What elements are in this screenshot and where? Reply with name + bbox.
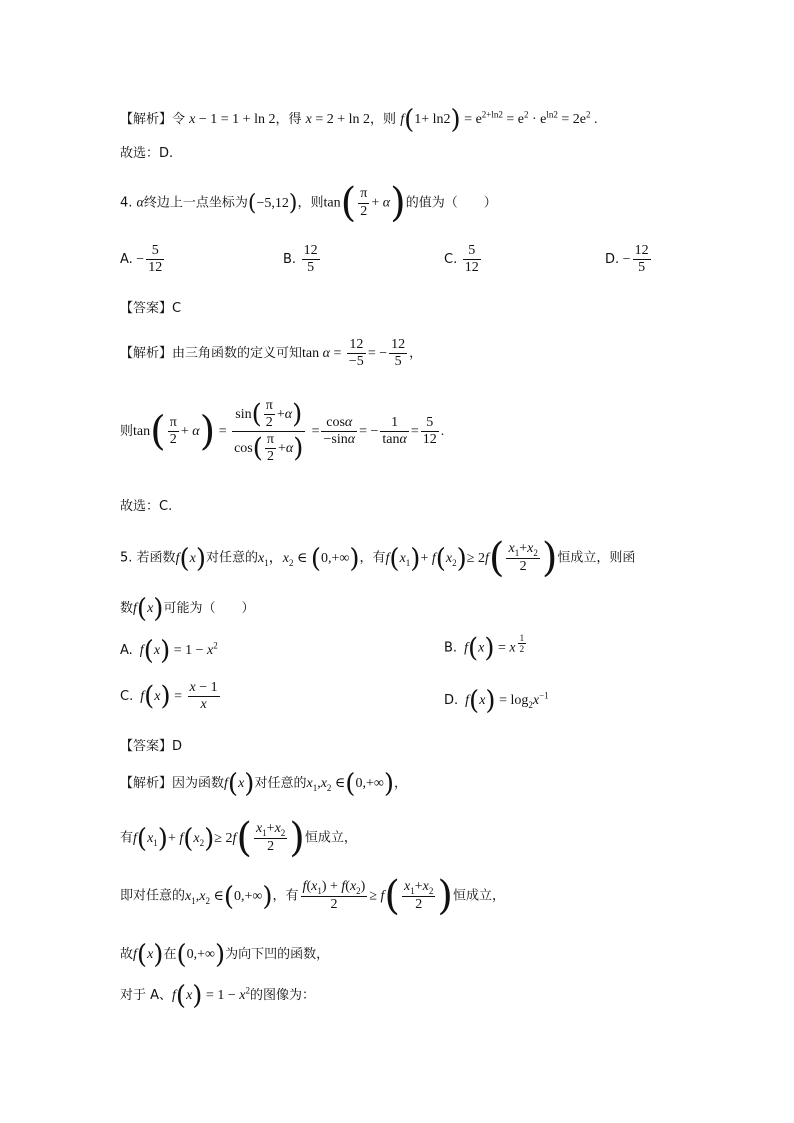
q5-option-b[interactable]: B. f(x) = x $^{\frac{1}{2}}$ [444,633,525,664]
question-4: 4. α终边上一点坐标为(−5,12)，则tan( $\frac{\pi}{2}$ + α)的值为（ ） [120,180,497,226]
question-5: 5. 若函数f(x)对任意的$x_1$，$x_2$ ∈ (0,+∞)，有$f(x_1)+ f(x_2)\ge 2f$( $\frac{x_1+x_2}{2}$ )恒成立，则函 [120,535,636,581]
q5-option-d[interactable]: D. $f(x) = \log_2x^{-1}$ [444,686,549,716]
text: 令 [172,112,186,128]
q4-option-b[interactable]: B. $\frac{12}{5}$ [283,243,318,276]
text: ，得 [275,112,302,128]
analysis-line-1: 【解析】令 x − 1 = 1 + ln 2，得 x = 2 + ln 2，则 $f(1+ \ln 2) = e^{2+ln2} = e^2 \cdot e^{ln2} = 2e^2$ . [120,105,598,135]
q5-option-a[interactable]: A. $f(x) = 1 - x^2$ [120,636,218,666]
q4-answer: 【答案】C [120,301,182,316]
q4-analysis-1: 【解析】由三角函数的定义可知tan α = $\frac{12}{-5}$ = − $\frac{12}{5}$ ， [120,337,423,370]
q5-answer: 【答案】D [120,739,183,754]
q5-analysis-2: 有$f(x_1)+ f(x_2)\ge 2f$( $\frac{x_1+x_2}{2}$ )恒成立， [120,815,357,861]
q5-analysis-1: 【解析】因为函数f(x)对任意的$x_1,x_2$ ∈(0,+∞)， [120,769,407,799]
q5-analysis-3: 即对任意的$x_1,x_2$ ∈(0,+∞)，有 $\frac{f(x_1) + f(x_2)}{2}$ ≥ f( $\frac{x_1+x_2}{2}$ )恒成立， [120,873,505,919]
analysis-label: 【解析】 [120,112,173,128]
q5-analysis-4: 故f(x)在(0,+∞)为向下凹的函数， [120,940,330,970]
choice-line: 故选：C. [120,499,173,514]
choice-line: 故选：D. [120,146,174,161]
q4-analysis-2: 则tan( $\frac{\pi}{2}$ + α) = sin( $\frac{\pi}{2}$ +α) cos( $\frac{\pi}{2}$ +α) = $\frac{\cos\alpha}{-\sin\alpha}$ = − $\frac{1}{\tan\alpha}$ = $\frac{5}{12}$ . [120,398,445,465]
q4-option-d[interactable]: D. − $\frac{12}{5}$ [605,243,649,276]
formula: $f(1+ \ln 2) = e^{2+ln2} = e^2 \cdot e^{ln2} = 2e^2$ . [400,105,598,135]
q5-analysis-5: 对于 A、$f(x) = 1 - x^2$的图像为： [120,981,315,1011]
q4-option-c[interactable]: C. $\frac{5}{12}$ [444,243,479,276]
text: ，则 [370,112,397,128]
q5-option-c[interactable]: C. f(x) = $\frac{x - 1}{x}$ [120,680,218,713]
question-5-cont: 数f(x)可能为（ ） [120,594,255,624]
q4-option-a[interactable]: A. − $\frac{5}{12}$ [120,243,163,276]
